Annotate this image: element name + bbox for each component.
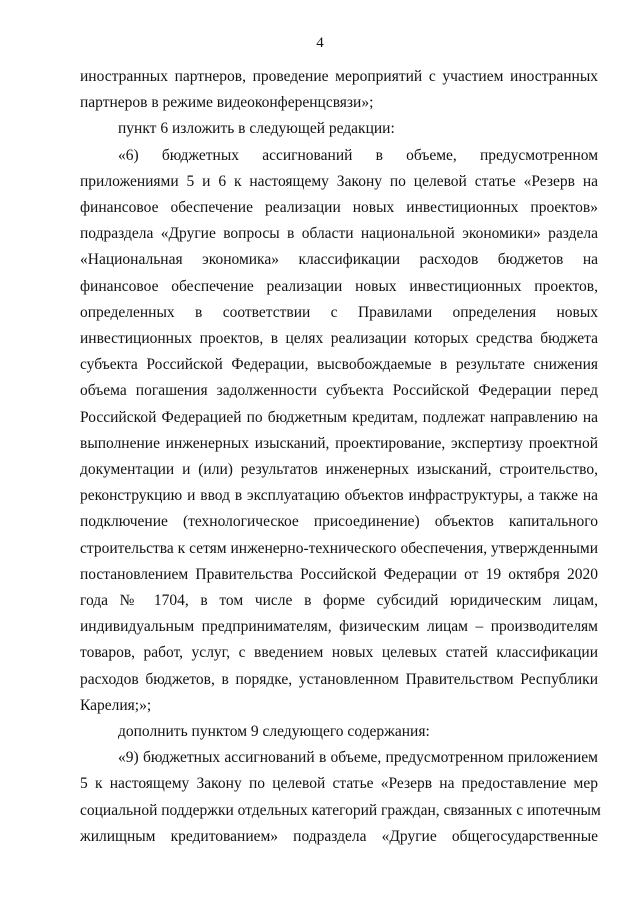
text-line: инвестиционных проектов, в целях реализации которых средства бюджета bbox=[80, 330, 598, 348]
paragraph-p5 bbox=[80, 745, 601, 850]
text-line: «9) бюджетных ассигнований в объеме, предусмотренном приложением bbox=[118, 749, 598, 767]
page-number: 4 bbox=[316, 35, 324, 51]
text-line: постановлением Правительства Российской Федерации от 19 октября 2020 bbox=[80, 565, 598, 583]
text-line: объема погашения задолженности субъекта Российской Федерации перед bbox=[80, 382, 598, 400]
text-line: 5 к настоящему Закону по целевой статье «Резерв на предоставление мер bbox=[80, 775, 598, 793]
text-line: пункт 6 изложить в следующей редакции: bbox=[118, 120, 395, 138]
paragraph-p3 bbox=[80, 143, 598, 719]
text-line: документации и (или) результатов инженерных изысканий, строительство, bbox=[80, 461, 598, 479]
text-line: расходов бюджетов, в порядке, установленном Правительством Республики bbox=[80, 670, 598, 688]
text-line: «Национальная экономика» классификации расходов бюджетов на bbox=[80, 251, 598, 269]
text-line: субъекта Российской Федерации, высвобождаемые в результате снижения bbox=[80, 356, 598, 374]
text-line: финансовое обеспечение реализации новых инвестиционных проектов» bbox=[80, 199, 598, 217]
paragraph-p1 bbox=[80, 64, 598, 116]
text-line: Российской Федерацией по бюджетным кредитам, подлежат направлению на bbox=[80, 408, 598, 426]
text-line: подключение (технологическое присоединение) объектов капитального bbox=[80, 513, 598, 531]
text-line: приложениями 5 и 6 к настоящему Закону по целевой статье «Резерв на bbox=[80, 172, 598, 190]
text-line: выполнение инженерных изысканий, проектирование, экспертизу проектной bbox=[80, 434, 598, 452]
paragraph-p4 bbox=[80, 719, 598, 745]
paragraph-p2 bbox=[80, 116, 598, 142]
text-line: жилищным кредитованием» подраздела «Другие общегосударственные bbox=[80, 827, 598, 845]
text-line: строительства к сетям инженерно-технического обеспечения, утвержденными bbox=[80, 539, 598, 557]
text-line: индивидуальным предпринимателям, физическим лицам – производителям bbox=[80, 618, 598, 636]
text-line: реконструкцию и ввод в эксплуатацию объектов инфраструктуры, а также на bbox=[80, 487, 598, 505]
document-body bbox=[80, 64, 601, 850]
text-line: года № 1704, в том числе в форме субсидий юридическим лицам, bbox=[80, 592, 598, 610]
text-line: финансовое обеспечение реализации новых инвестиционных проектов, bbox=[80, 277, 598, 295]
text-line: социальной поддержки отдельных категорий граждан, связанных с ипотечным bbox=[80, 801, 601, 819]
text-line: «6) бюджетных ассигнований в объеме, предусмотренном bbox=[118, 146, 598, 164]
text-line: товаров, работ, услуг, с введением новых целевых статей классификации bbox=[80, 644, 598, 662]
text-line: Карелия;»; bbox=[80, 696, 152, 714]
text-line: подраздела «Другие вопросы в области национальной экономики» раздела bbox=[80, 225, 598, 243]
text-line: дополнить пунктом 9 следующего содержания: bbox=[118, 723, 430, 741]
text-line: партнеров в режиме видеоконференцсвязи»; bbox=[80, 94, 374, 112]
text-line: иностранных партнеров, проведение мероприятий с участием иностранных bbox=[80, 68, 598, 85]
text-line: определенных в соответствии с Правилами определения новых bbox=[80, 303, 598, 321]
